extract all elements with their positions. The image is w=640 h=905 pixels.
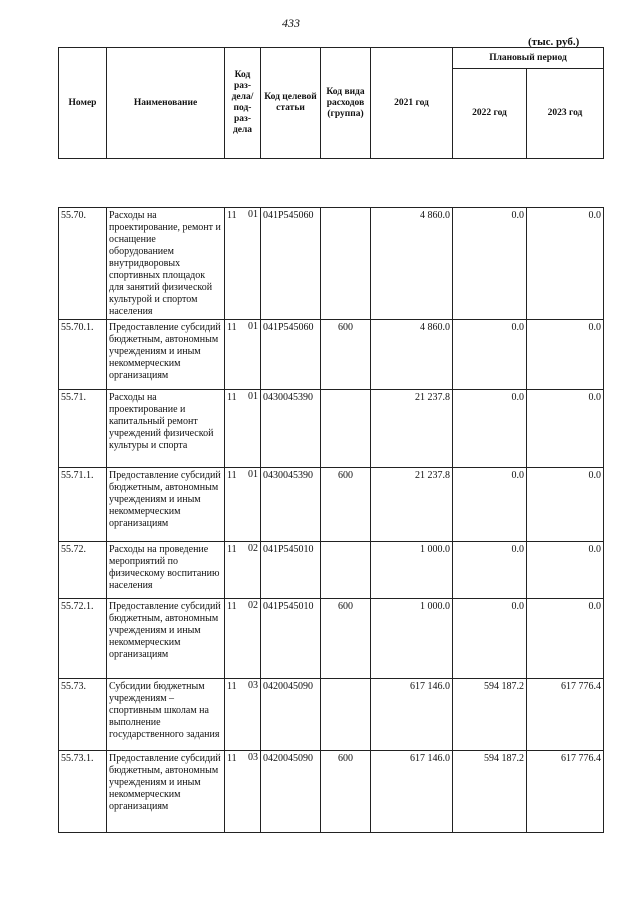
row-value-2021: 21 237.8 <box>371 468 453 542</box>
section-code: 11 <box>227 753 237 764</box>
row-target-article: 041P545060 <box>261 320 321 390</box>
row-value-2023: 0.0 <box>527 320 604 390</box>
row-section-code <box>225 320 261 390</box>
row-value-2021: 617 146.0 <box>371 679 453 751</box>
header-2023: 2023 год <box>527 69 604 159</box>
subsection-code: 01 <box>248 469 258 480</box>
header-spacer <box>59 159 604 208</box>
header-2022: 2022 год <box>453 69 527 159</box>
row-target-article: 0420045090 <box>261 679 321 751</box>
row-expense-type: 600 <box>321 751 371 833</box>
row-value-2023: 0.0 <box>527 542 604 599</box>
row-value-2023: 0.0 <box>527 599 604 679</box>
row-section-code <box>225 599 261 679</box>
row-number: 55.70. <box>59 208 107 320</box>
section-code: 11 <box>227 322 237 333</box>
subsection-code: 01 <box>248 391 258 402</box>
table-row <box>59 679 604 751</box>
row-name: Расходы на проектирование и капитальный ремонт учреждений физической культуры и спорта <box>107 390 225 468</box>
row-section-code <box>225 468 261 542</box>
row-section-code <box>225 390 261 468</box>
row-target-article: 041P545010 <box>261 599 321 679</box>
row-value-2021: 617 146.0 <box>371 751 453 833</box>
section-code: 11 <box>227 470 237 481</box>
table-body <box>59 208 604 833</box>
row-expense-type <box>321 542 371 599</box>
row-section-code <box>225 542 261 599</box>
subsection-code: 02 <box>248 600 258 611</box>
header-expense-type: Код вида расходов (группа) <box>321 48 371 159</box>
row-section-code <box>225 751 261 833</box>
table-row <box>59 208 604 320</box>
subsection-code: 03 <box>248 680 258 691</box>
row-target-article: 0430045390 <box>261 390 321 468</box>
row-value-2022: 0.0 <box>453 320 527 390</box>
row-number: 55.73. <box>59 679 107 751</box>
subsection-code: 02 <box>248 543 258 554</box>
header-number: Номер <box>59 48 107 159</box>
row-name: Предоставление субсидий бюджетным, автономным учреждениям и иным некоммерческим организациям <box>107 599 225 679</box>
row-value-2022: 0.0 <box>453 390 527 468</box>
row-value-2021: 1 000.0 <box>371 542 453 599</box>
row-expense-type <box>321 679 371 751</box>
row-number: 55.70.1. <box>59 320 107 390</box>
row-name: Расходы на проектирование, ремонт и оснащение оборудованием внутридворовых спортивных площадок для занятий физической культурой и спортом населения <box>107 208 225 320</box>
section-code: 11 <box>227 392 237 403</box>
row-target-article: 0420045090 <box>261 751 321 833</box>
section-code: 11 <box>227 210 237 221</box>
row-expense-type <box>321 390 371 468</box>
row-value-2022: 594 187.2 <box>453 679 527 751</box>
row-number: 55.73.1. <box>59 751 107 833</box>
row-value-2021: 4 860.0 <box>371 320 453 390</box>
row-value-2022: 0.0 <box>453 208 527 320</box>
subsection-code: 01 <box>248 321 258 332</box>
header-2021: 2021 год <box>371 48 453 159</box>
units-label: (тыс. руб.) <box>528 36 580 48</box>
row-name: Предоставление субсидий бюджетным, автономным учреждениям и иным некоммерческим организациям <box>107 320 225 390</box>
row-expense-type: 600 <box>321 599 371 679</box>
section-code: 11 <box>227 601 237 612</box>
row-number: 55.72.1. <box>59 599 107 679</box>
table-row <box>59 320 604 390</box>
row-name: Предоставление субсидий бюджетным, автономным учреждениям и иным некоммерческим организациям <box>107 751 225 833</box>
row-value-2021: 21 237.8 <box>371 390 453 468</box>
table-row <box>59 542 604 599</box>
table-row <box>59 390 604 468</box>
row-name: Предоставление субсидий бюджетным, автономным учреждениям и иным некоммерческим организациям <box>107 468 225 542</box>
row-name: Субсидии бюджетным учреждениям – спортивным школам на выполнение государственного задания <box>107 679 225 751</box>
row-section-code <box>225 208 261 320</box>
row-expense-type <box>321 208 371 320</box>
row-value-2021: 1 000.0 <box>371 599 453 679</box>
header-planned-period: Плановый период <box>453 48 604 69</box>
row-value-2022: 0.0 <box>453 468 527 542</box>
row-value-2023: 617 776.4 <box>527 679 604 751</box>
row-value-2023: 0.0 <box>527 468 604 542</box>
row-value-2022: 0.0 <box>453 542 527 599</box>
row-expense-type: 600 <box>321 320 371 390</box>
row-number: 55.72. <box>59 542 107 599</box>
row-name: Расходы на проведение мероприятий по физическому воспитанию населения <box>107 542 225 599</box>
row-section-code <box>225 679 261 751</box>
table-row <box>59 751 604 833</box>
page-number: 433 <box>282 16 300 30</box>
row-value-2021: 4 860.0 <box>371 208 453 320</box>
header-name: Наименование <box>107 48 225 159</box>
table-row <box>59 468 604 542</box>
row-target-article: 0430045390 <box>261 468 321 542</box>
header-target-article: Код целевой статьи <box>261 48 321 159</box>
subsection-code: 01 <box>248 209 258 220</box>
row-target-article: 041P545060 <box>261 208 321 320</box>
row-target-article: 041P545010 <box>261 542 321 599</box>
row-number: 55.71.1. <box>59 468 107 542</box>
row-expense-type: 600 <box>321 468 371 542</box>
section-code: 11 <box>227 544 237 555</box>
row-value-2022: 0.0 <box>453 599 527 679</box>
row-value-2022: 594 187.2 <box>453 751 527 833</box>
row-number: 55.71. <box>59 390 107 468</box>
row-value-2023: 0.0 <box>527 390 604 468</box>
row-value-2023: 0.0 <box>527 208 604 320</box>
header-section: Код раз-дела/ под-раз-дела <box>225 48 261 159</box>
section-code: 11 <box>227 681 237 692</box>
subsection-code: 03 <box>248 752 258 763</box>
row-value-2023: 617 776.4 <box>527 751 604 833</box>
table-row <box>59 599 604 679</box>
budget-table <box>58 47 604 833</box>
table-header <box>59 48 604 208</box>
